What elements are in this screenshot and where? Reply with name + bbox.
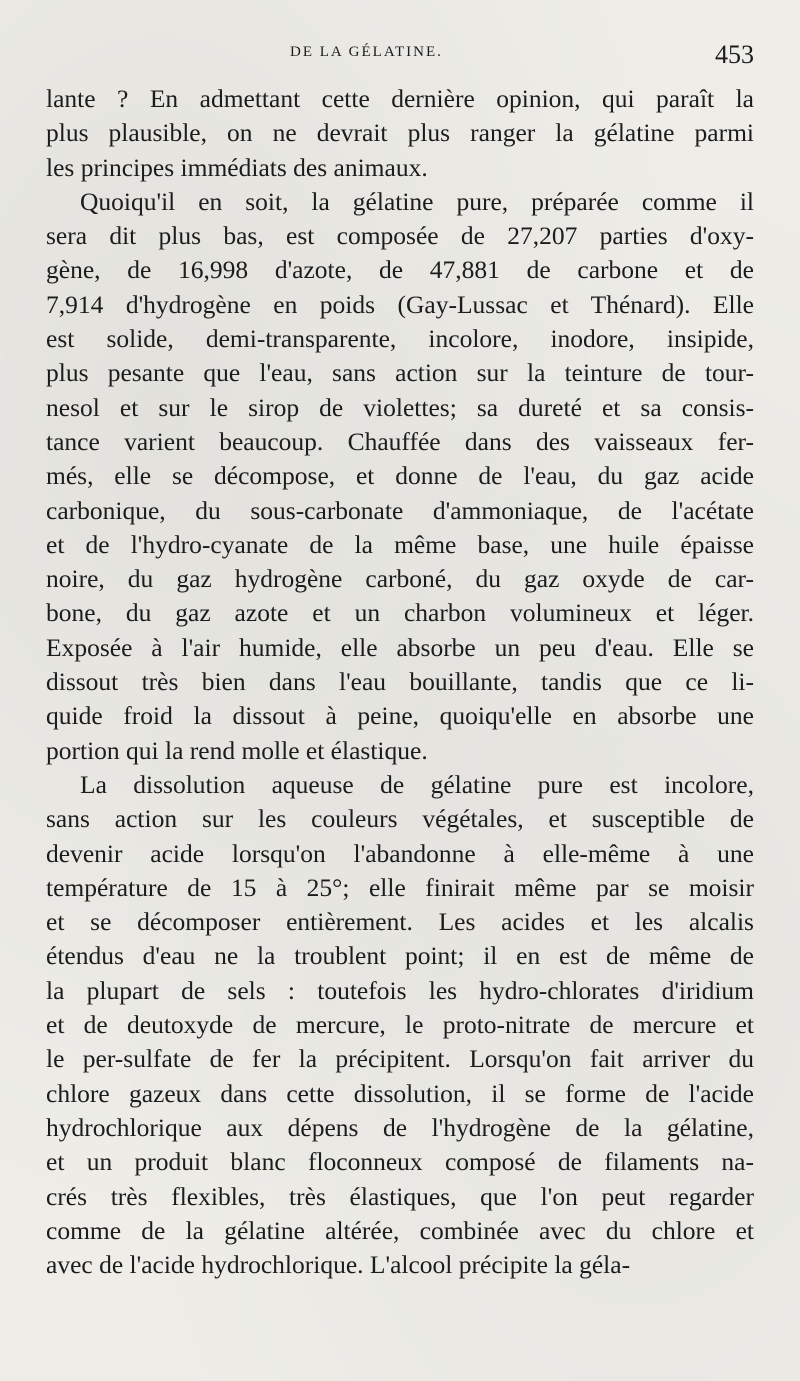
text-line: sans action sur les couleurs végétales, et susceptible de (46, 804, 754, 834)
page-number: 453 (715, 40, 754, 69)
text-line: chlore gazeux dans cette dissolution, il se forme de l'acide (46, 1078, 754, 1108)
text-line: est solide, demi-transparente, incolore, inodore, insipide, (46, 324, 754, 354)
text-line: noire, du gaz hydrogène carboné, du gaz oxyde de car- (46, 564, 754, 594)
text-line: tance varient beaucoup. Chauffée dans des vaisseaux fer- (46, 426, 754, 456)
text-line: le per-sulfate de fer la précipitent. Lorsqu'on fait arriver du (46, 1044, 754, 1074)
text-line: portion qui la rend molle et élastique. (46, 735, 428, 765)
text-line: plus pesante que l'eau, sans action sur la teinture de tour- (46, 358, 754, 388)
paragraph (46, 82, 754, 185)
text-line: devenir acide lorsqu'on l'abandonne à elle-même à une (46, 838, 754, 868)
text-line: dissout très bien dans l'eau bouillante, tandis que ce li- (46, 667, 754, 697)
text-line: nesol et sur le sirop de violettes; sa dureté et sa consis- (46, 392, 754, 422)
text-line: étendus d'eau ne la troublent point; il en est de même de (46, 941, 754, 971)
text-line: carbonique, du sous-carbonate d'ammoniaque, de l'acétate (46, 495, 754, 525)
text-line: comme de la gélatine altérée, combinée avec du chlore et (46, 1215, 754, 1245)
text-line: crés très flexibles, très élastiques, que l'on peut regarder (46, 1181, 754, 1211)
text-line: la plupart de sels : toutefois les hydro-chlorates d'iridium (46, 975, 754, 1005)
text-line: quide froid la dissout à peine, quoiqu'elle en absorbe une (46, 701, 754, 731)
text-line: Quoiqu'il en soit, la gélatine pure, préparée comme il (80, 186, 754, 216)
text-line: température de 15 à 25°; elle finirait même par se moisir (46, 872, 754, 902)
text-line: La dissolution aqueuse de gélatine pure est incolore, (80, 769, 754, 799)
body-text (46, 82, 754, 1282)
text-line: avec de l'acide hydrochlorique. L'alcool précipite la géla- (46, 1250, 631, 1280)
paragraph (46, 185, 754, 768)
text-line: hydrochlorique aux dépens de l'hydrogène de la gélatine, (46, 1112, 754, 1142)
running-title: DE LA GÉLATINE. (290, 44, 443, 60)
text-line: et un produit blanc floconneux composé de filaments na- (46, 1147, 754, 1177)
text-line: les principes immédiats des animaux. (46, 152, 428, 182)
text-line: gène, de 16,998 d'azote, de 47,881 de carbone et de (46, 255, 754, 285)
text-line: 7,914 d'hydrogène en poids (Gay-Lussac et Thénard). Elle (46, 289, 754, 319)
text-line: et de deutoxyde de mercure, le proto-nitrate de mercure et (46, 1010, 754, 1040)
text-line: sera dit plus bas, est composée de 27,207 parties d'oxy- (46, 221, 754, 251)
paragraph (46, 768, 754, 1282)
text-line: Exposée à l'air humide, elle absorbe un peu d'eau. Elle se (46, 632, 754, 662)
text-line: et se décomposer entièrement. Les acides et les alcalis (46, 907, 754, 937)
text-line: et de l'hydro-cyanate de la même base, une huile épaisse (46, 529, 754, 559)
text-line: més, elle se décompose, et donne de l'eau, du gaz acide (46, 461, 754, 491)
text-line: plus plausible, on ne devrait plus ranger la gélatine parmi (46, 118, 754, 148)
text-line: bone, du gaz azote et un charbon volumineux et léger. (46, 598, 754, 628)
text-line: lante ? En admettant cette dernière opinion, qui paraît la (46, 84, 754, 113)
